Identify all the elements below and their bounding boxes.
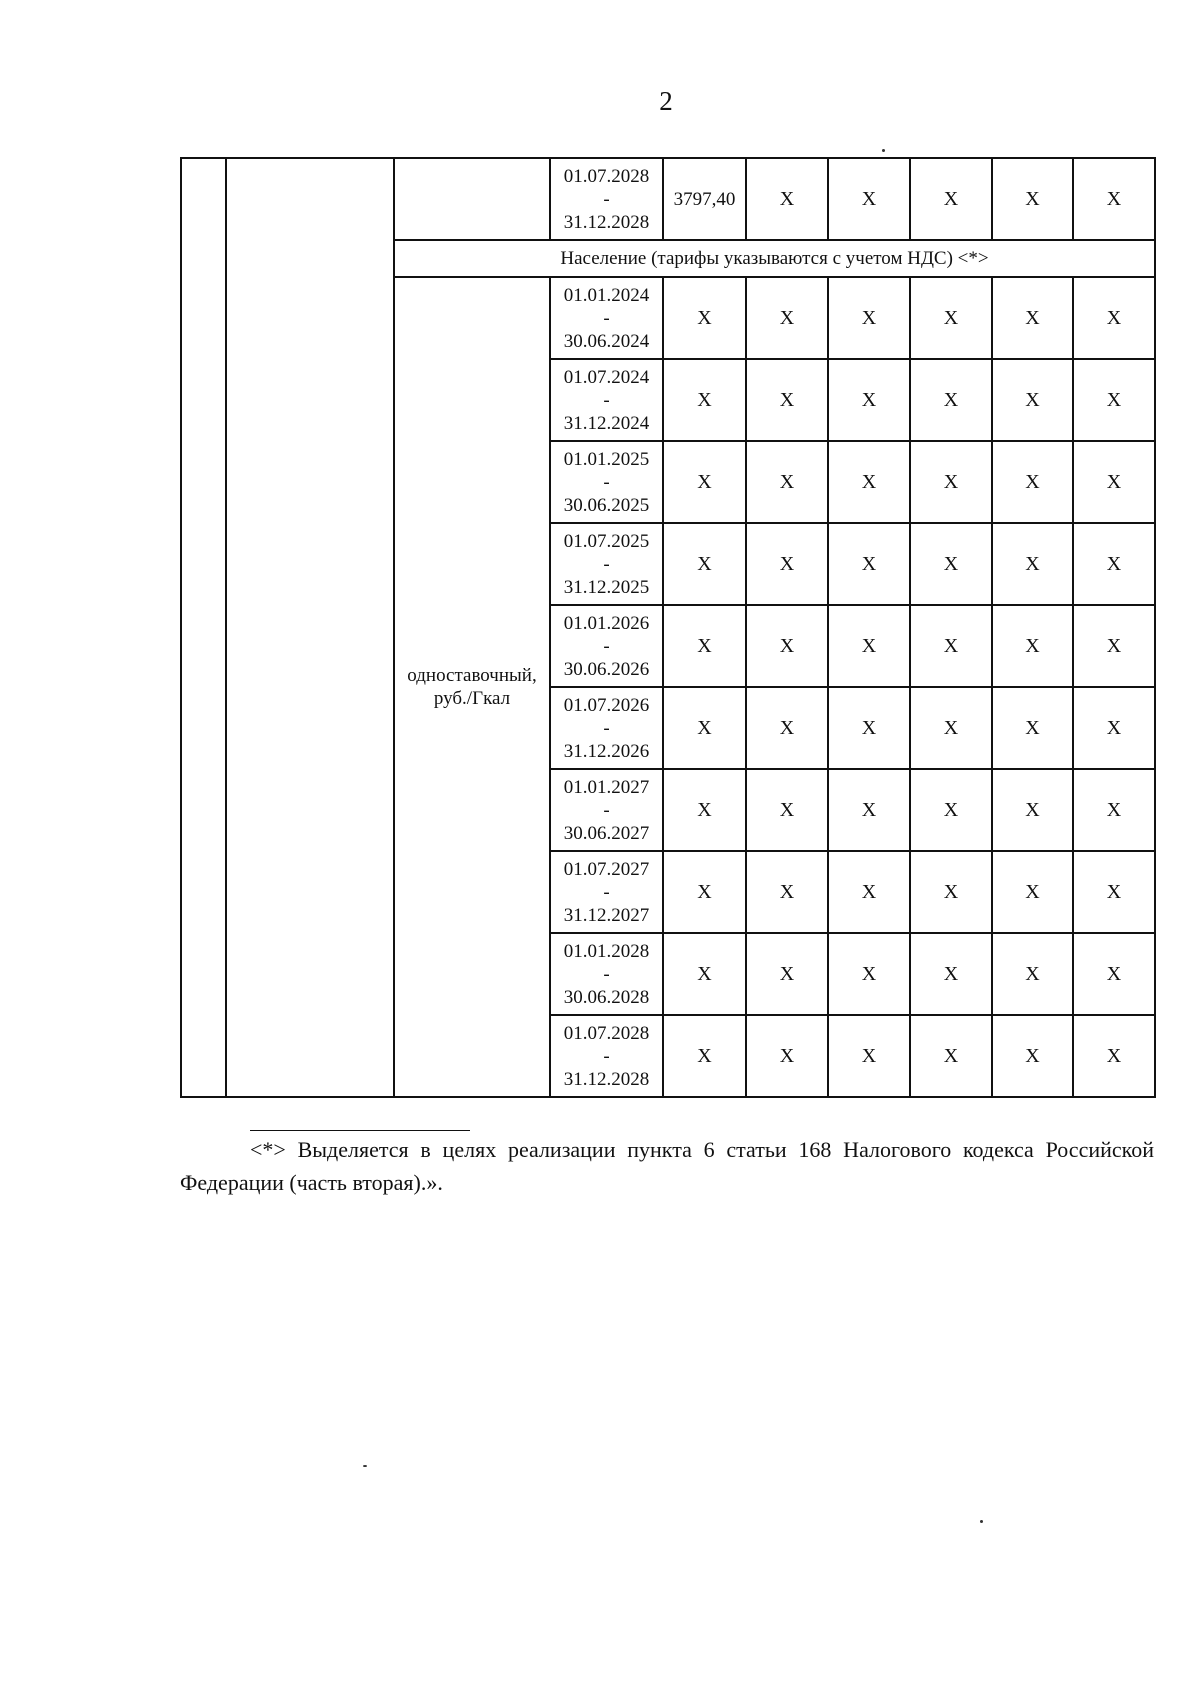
- value-cell: X: [828, 158, 910, 240]
- value-cell: X: [828, 1015, 910, 1097]
- value-cell: X: [663, 769, 746, 851]
- scan-speck: [980, 1520, 983, 1523]
- value-cell: X: [828, 441, 910, 523]
- value-cell: X: [828, 851, 910, 933]
- value-cell: X: [746, 769, 828, 851]
- value-cell: X: [992, 1015, 1073, 1097]
- value-cell: X: [1073, 605, 1155, 687]
- period-cell: 01.01.2024 - 30.06.2024: [550, 277, 663, 359]
- footnote-text: <*> Выделяется в целях реализации пункта 6 статьи 168 Налогового кодекса Российской Федерации (часть вторая).».: [180, 1137, 1154, 1195]
- empty-cell-col3: [394, 158, 550, 240]
- period-cell: 01.07.2024 - 31.12.2024: [550, 359, 663, 441]
- value-cell: X: [828, 359, 910, 441]
- value-cell: X: [910, 851, 992, 933]
- value-cell: X: [992, 523, 1073, 605]
- value-cell: X: [1073, 1015, 1155, 1097]
- value-cell: X: [910, 359, 992, 441]
- value-cell: X: [1073, 933, 1155, 1015]
- period-cell: 01.01.2025 - 30.06.2025: [550, 441, 663, 523]
- value-cell: X: [910, 158, 992, 240]
- value-cell: X: [1073, 158, 1155, 240]
- value-cell: X: [746, 441, 828, 523]
- value-cell: X: [1073, 359, 1155, 441]
- section-header: Население (тарифы указываются с учетом НДС) <*>: [394, 240, 1155, 277]
- value-cell: X: [1073, 851, 1155, 933]
- value-cell: X: [746, 933, 828, 1015]
- period-cell: 01.07.2028 - 31.12.2028: [550, 1015, 663, 1097]
- value-cell: X: [992, 933, 1073, 1015]
- value-cell: X: [910, 441, 992, 523]
- period-cell: 01.07.2028 - 31.12.2028: [550, 158, 663, 240]
- value-cell: X: [992, 359, 1073, 441]
- value-cell: X: [910, 769, 992, 851]
- value-cell: X: [663, 359, 746, 441]
- value-cell: X: [828, 277, 910, 359]
- footnote-rule: [250, 1130, 470, 1131]
- value-cell: X: [663, 851, 746, 933]
- value-cell: X: [828, 605, 910, 687]
- value-cell: X: [1073, 687, 1155, 769]
- value-cell: X: [992, 158, 1073, 240]
- value-cell: X: [1073, 769, 1155, 851]
- period-cell: 01.07.2027 - 31.12.2027: [550, 851, 663, 933]
- value-cell: X: [992, 687, 1073, 769]
- value-cell: X: [746, 523, 828, 605]
- value-cell: 3797,40: [663, 158, 746, 240]
- value-cell: X: [828, 933, 910, 1015]
- value-cell: X: [910, 523, 992, 605]
- value-cell: X: [663, 1015, 746, 1097]
- value-cell: X: [746, 605, 828, 687]
- value-cell: X: [1073, 441, 1155, 523]
- period-cell: 01.01.2026 - 30.06.2026: [550, 605, 663, 687]
- period-cell: 01.07.2026 - 31.12.2026: [550, 687, 663, 769]
- value-cell: X: [663, 523, 746, 605]
- value-cell: X: [663, 687, 746, 769]
- page-number: 2: [659, 86, 673, 116]
- period-cell: 01.01.2027 - 30.06.2027: [550, 769, 663, 851]
- value-cell: X: [992, 277, 1073, 359]
- period-cell: 01.01.2028 - 30.06.2028: [550, 933, 663, 1015]
- value-cell: X: [910, 687, 992, 769]
- tariff-table: [180, 157, 1156, 1098]
- value-cell: X: [663, 605, 746, 687]
- scan-speck: [882, 149, 885, 152]
- value-cell: X: [910, 933, 992, 1015]
- value-cell: X: [746, 359, 828, 441]
- value-cell: X: [992, 851, 1073, 933]
- value-cell: X: [746, 158, 828, 240]
- value-cell: X: [992, 441, 1073, 523]
- value-cell: X: [992, 769, 1073, 851]
- value-cell: X: [1073, 523, 1155, 605]
- table-row-first: [181, 158, 1155, 240]
- value-cell: X: [663, 277, 746, 359]
- tariff-type-cell: одноставочный, руб./Гкал: [394, 277, 550, 1097]
- empty-cell-col2: [226, 158, 394, 1097]
- value-cell: X: [828, 687, 910, 769]
- value-cell: X: [663, 933, 746, 1015]
- value-cell: X: [992, 605, 1073, 687]
- scan-speck: [363, 1465, 367, 1467]
- value-cell: X: [910, 1015, 992, 1097]
- value-cell: X: [910, 605, 992, 687]
- value-cell: X: [746, 277, 828, 359]
- value-cell: X: [1073, 277, 1155, 359]
- value-cell: X: [746, 1015, 828, 1097]
- value-cell: X: [663, 441, 746, 523]
- empty-cell-col1: [181, 158, 226, 1097]
- value-cell: X: [746, 687, 828, 769]
- period-cell: 01.07.2025 - 31.12.2025: [550, 523, 663, 605]
- value-cell: X: [910, 277, 992, 359]
- value-cell: X: [828, 769, 910, 851]
- value-cell: X: [828, 523, 910, 605]
- value-cell: X: [746, 851, 828, 933]
